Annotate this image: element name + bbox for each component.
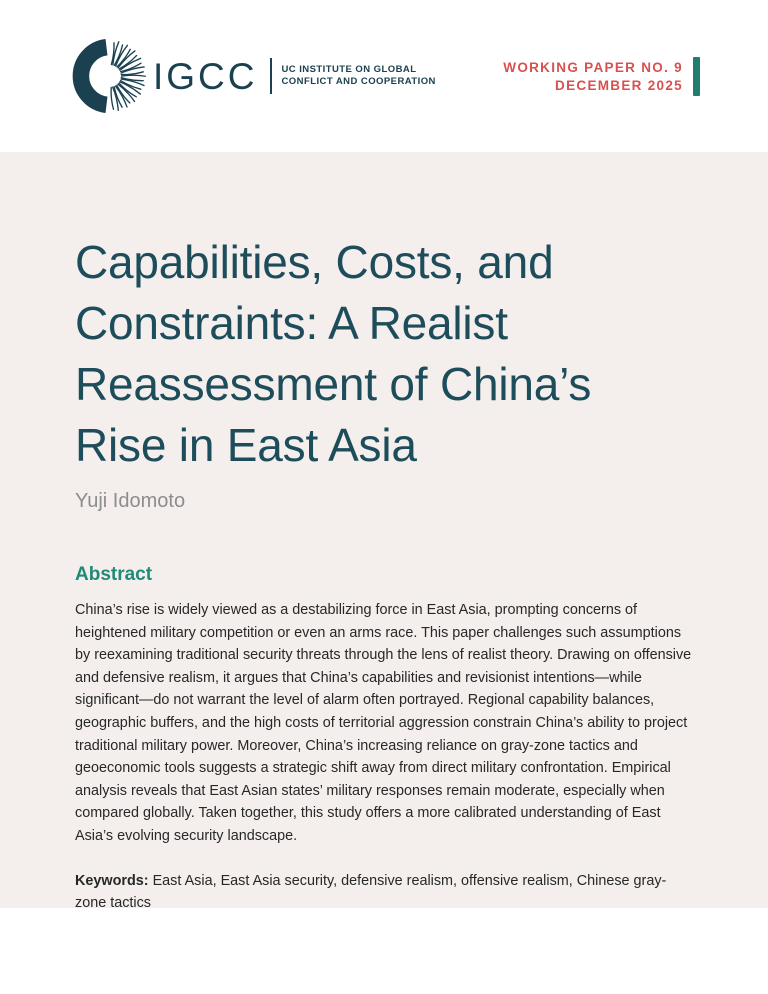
paper-title-line1: Capabilities, Costs, and [75, 236, 554, 288]
working-paper-number: WORKING PAPER NO. 9 [503, 59, 683, 75]
abstract-text: China’s rise is widely viewed as a destabilizing force in East Asia, prompting concerns of heightened military competition or even an arms race. This paper challenges such assumptions by reexamining traditional security threats through the lens of realist theory. Drawing on offensive and defensive realism, it argues that China’s capabilities and revisionist intentions—while significant—do not warrant the level of alarm often portrayed. Regional capability balances, geographic buffers, and the high costs of territorial aggression constrain China’s ability to project traditional military power. Moreover, China’s increasing reliance on gray-zone tactics and geoeconomic tools suggests a strategic shift away from direct military confrontation. Empirical analysis reveals that East Asian states’ military responses remain moderate, especially when compared globally. Taken together, this study offers a more calibrated understanding of East Asia’s evolving security landscape. [75, 602, 692, 844]
brand-divider [270, 58, 272, 94]
logo-wordmark: IGCC [153, 55, 258, 97]
cover-panel [0, 152, 768, 912]
paper-title-line2: Constraints: A Realist [75, 297, 508, 349]
logo-crescent-shape [81, 47, 107, 105]
institute-tagline-line1: UC INSTITUTE ON GLOBAL [281, 63, 417, 75]
issue-date: DECEMBER 2025 [555, 78, 683, 93]
institute-tagline [282, 64, 436, 89]
logo-sunburst-rays [111, 42, 145, 111]
issue-text [503, 59, 683, 96]
igcc-brand-lockup [72, 38, 436, 114]
issue-accent-bar [693, 57, 700, 96]
issue-block [503, 57, 700, 96]
paper-title [75, 232, 698, 476]
paper-title-line3: Reassessment of China’s [75, 358, 592, 410]
keywords-text: East Asia, East Asia security, defensive realism, offensive realism, Chinese gray-zone tactics [75, 872, 667, 912]
igcc-logo-icon [72, 38, 148, 114]
abstract-heading: Abstract [75, 564, 153, 585]
keywords-label: Keywords: [75, 872, 149, 889]
institute-tagline-line2: CONFLICT AND COOPERATION [281, 76, 436, 87]
author-name: Yuji Idomoto [75, 490, 186, 512]
header-bar [0, 0, 768, 152]
paper-title-line4: Rise in East Asia [75, 419, 417, 471]
bottom-white-band [0, 908, 768, 994]
